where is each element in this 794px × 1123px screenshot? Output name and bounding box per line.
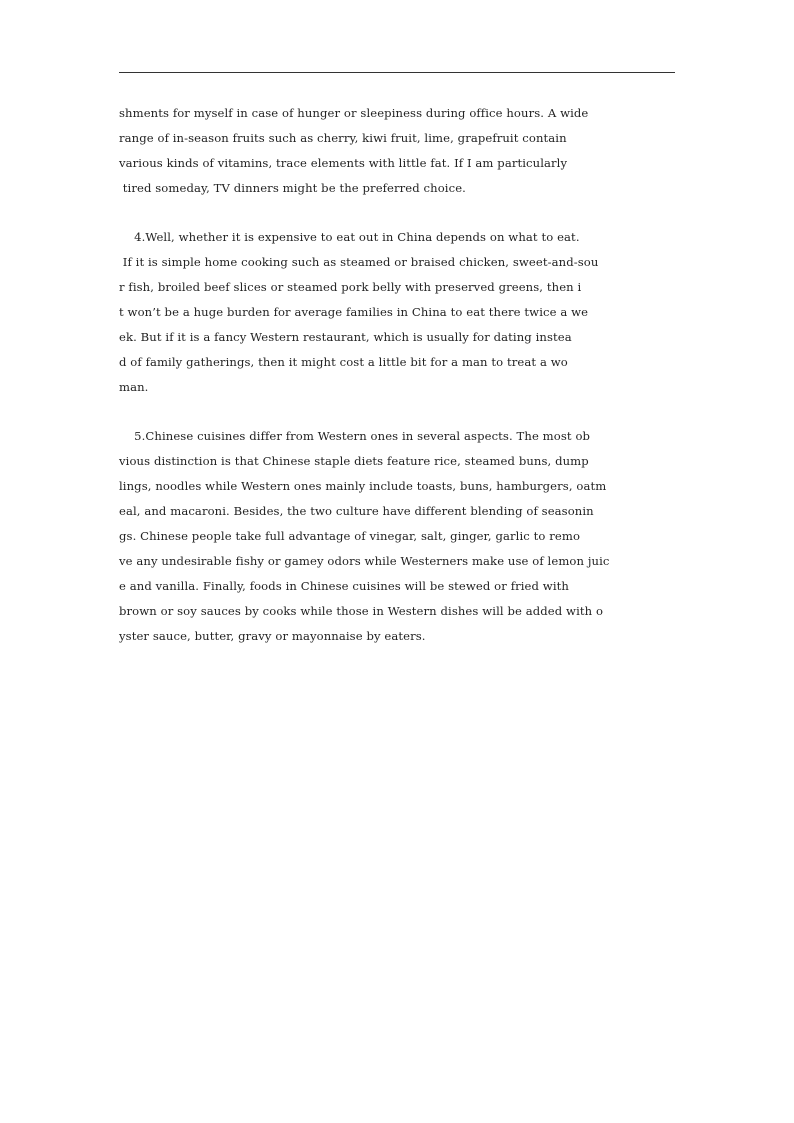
text-line: 4.Well, whether it is expensive to eat out in China depends on what to eat. xyxy=(119,230,580,244)
text-line: r fish, broiled beef slices or steamed pork belly with preserved greens, then i xyxy=(119,280,582,294)
text-line: lings, noodles while Western ones mainly include toasts, buns, hamburgers, oatm xyxy=(119,479,607,493)
text-line: t won’t be a huge burden for average families in China to eat there twice a we xyxy=(119,305,589,319)
paragraph-spacer xyxy=(119,201,675,225)
paragraph-spacer xyxy=(119,400,675,424)
header-rule xyxy=(119,72,675,73)
text-line: ek. But if it is a fancy Western restaurant, which is usually for dating instea xyxy=(119,330,572,344)
text-line: range of in-season fruits such as cherry, kiwi fruit, lime, grapefruit contain xyxy=(119,131,567,145)
text-line: shments for myself in case of hunger or sleepiness during office hours. A wide xyxy=(119,106,589,120)
text-line: If it is simple home cooking such as steamed or braised chicken, sweet-and-sou xyxy=(119,255,599,269)
text-line: yster sauce, butter, gravy or mayonnaise by eaters. xyxy=(119,629,426,643)
text-line: eal, and macaroni. Besides, the two culture have different blending of seasonin xyxy=(119,504,594,518)
text-line: vious distinction is that Chinese staple diets feature rice, steamed buns, dump xyxy=(119,454,589,468)
text-line: ve any undesirable fishy or gamey odors while Westerners make use of lemon juic xyxy=(119,554,610,568)
text-line: man. xyxy=(119,380,149,394)
text-line: tired someday, TV dinners might be the preferred choice. xyxy=(119,181,466,195)
paragraph-cuisine-differences xyxy=(119,424,675,649)
text-line: e and vanilla. Finally, foods in Chinese cuisines will be stewed or fried with xyxy=(119,579,569,593)
text-line: d of family gatherings, then it might cost a little bit for a man to treat a wo xyxy=(119,355,568,369)
text-line: various kinds of vitamins, trace elements with little fat. If I am particularly xyxy=(119,156,568,170)
text-line: gs. Chinese people take full advantage of vinegar, salt, ginger, garlic to remo xyxy=(119,529,581,543)
text-line: brown or soy sauces by cooks while those in Western dishes will be added with o xyxy=(119,604,604,618)
document-body xyxy=(119,101,675,649)
paragraph-snacks xyxy=(119,101,675,201)
paragraph-eating-out xyxy=(119,225,675,400)
text-line: 5.Chinese cuisines differ from Western ones in several aspects. The most ob xyxy=(119,429,591,443)
